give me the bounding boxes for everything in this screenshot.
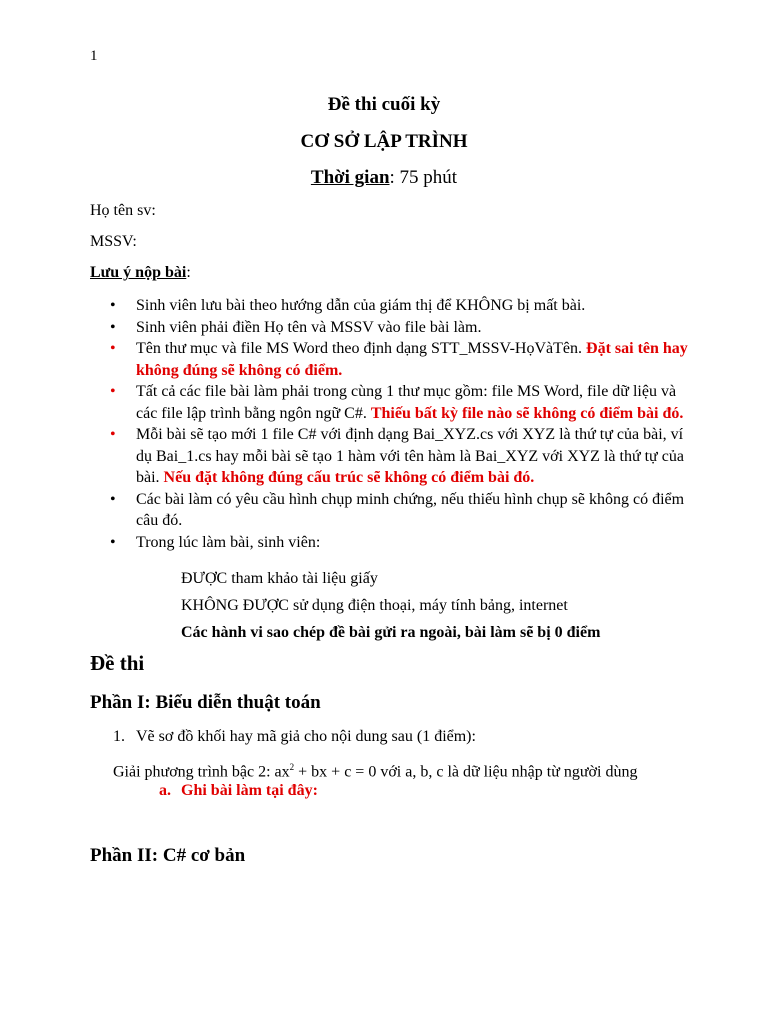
- rule-text: Tất cả các file bài làm phải trong cùng 1 thư mục gồm: file MS Word, file dữ liệu và các file lập trình bằng ngôn ngữ C#.: [136, 383, 677, 422]
- rule-warning: Đặt sai tên hay không đúng sẽ không có điểm.: [136, 340, 688, 379]
- equation-prefix: Giải phương trình bậc 2: ax: [113, 763, 290, 781]
- rule-warning: Thiếu bất kỳ file nào sẽ không có điểm bài đó.: [370, 404, 684, 422]
- question-1: [113, 728, 476, 746]
- equation-exponent: 2: [289, 762, 295, 772]
- rules-list: [90, 295, 690, 553]
- bullet-icon: •: [110, 533, 116, 551]
- rule-text: Mỗi bài sẽ tạo mới 1 file C# với định dạng Bai_XYZ.cs với XYZ là thứ tự của bài, ví dụ Bai_1.cs hay mỗi bài sẽ tạo 1 hàm với tên hàm là Bai_XYZ với XYZ là thứ tự của bài.: [136, 426, 684, 486]
- rule-item: [90, 489, 690, 532]
- time-value: : 75 phút: [389, 167, 458, 188]
- time-line: [0, 167, 768, 189]
- submission-note-colon: :: [186, 264, 191, 281]
- rule-item: [90, 532, 690, 554]
- rule-text: Các bài làm có yêu cầu hình chụp minh chứng, nếu thiếu hình chụp sẽ không có điểm câu đó.: [136, 490, 685, 529]
- part1-heading: Phần I: Biểu diễn thuật toán: [90, 692, 321, 713]
- submission-note-label: Lưu ý nộp bài: [90, 264, 187, 281]
- rule-text: Sinh viên lưu bài theo hướng dẫn của giám thị để KHÔNG bị mất bài.: [136, 297, 586, 314]
- page-number: 1: [90, 48, 98, 64]
- exam-title: Đề thi cuối kỳ: [327, 94, 441, 115]
- question-text: Vẽ sơ đồ khối hay mã giả cho nội dung sau (1 điểm):: [136, 728, 476, 745]
- rule-item: [90, 381, 690, 424]
- bullet-icon: •: [110, 383, 116, 400]
- bullet-icon: •: [110, 297, 116, 314]
- rule-text: Sinh viên phải điền Họ tên và MSSV vào file bài làm.: [136, 318, 482, 336]
- rule-item: [90, 424, 690, 489]
- bullet-icon: •: [110, 318, 116, 336]
- time-label: Thời gian: [310, 167, 390, 188]
- bullet-icon: •: [110, 340, 116, 357]
- equation-line: [113, 762, 637, 781]
- rule-item: [90, 317, 690, 339]
- part2-heading: Phần II: C# cơ bản: [90, 845, 246, 866]
- bullet-icon: •: [110, 426, 116, 443]
- answer-prompt: [159, 782, 318, 800]
- student-name-field: Họ tên sv:: [90, 202, 156, 219]
- exam-heading: Đề thi: [90, 651, 145, 675]
- equation-suffix: + bx + c = 0 với a, b, c là dữ liệu nhập từ người dùng: [294, 763, 638, 781]
- rule-warning: Nếu đặt không đúng cấu trúc sẽ không có điểm bài đó.: [163, 469, 535, 486]
- not-allowed-rule: KHÔNG ĐƯỢC sử dụng điện thoại, máy tính bảng, internet: [181, 597, 568, 614]
- subject-title: CƠ SỞ LẬP TRÌNH: [300, 131, 468, 152]
- bullet-icon: •: [110, 490, 116, 508]
- student-id-field: MSSV:: [90, 233, 137, 250]
- allowed-rule: ĐƯỢC tham khảo tài liệu giấy: [181, 570, 378, 587]
- rule-text: Trong lúc làm bài, sinh viên:: [136, 533, 321, 551]
- rule-item: [90, 295, 690, 317]
- rule-text: Tên thư mục và file MS Word theo định dạng STT_MSSV-HọVàTên.: [136, 340, 587, 357]
- submission-note: [90, 264, 191, 282]
- answer-text: Ghi bài làm tại đây:: [181, 782, 318, 799]
- penalty-rule: Các hành vi sao chép đề bài gửi ra ngoài, bài làm sẽ bị 0 điểm: [181, 624, 601, 641]
- question-number: 1.: [113, 728, 125, 745]
- answer-letter: a.: [159, 782, 171, 799]
- rule-item: [90, 338, 690, 381]
